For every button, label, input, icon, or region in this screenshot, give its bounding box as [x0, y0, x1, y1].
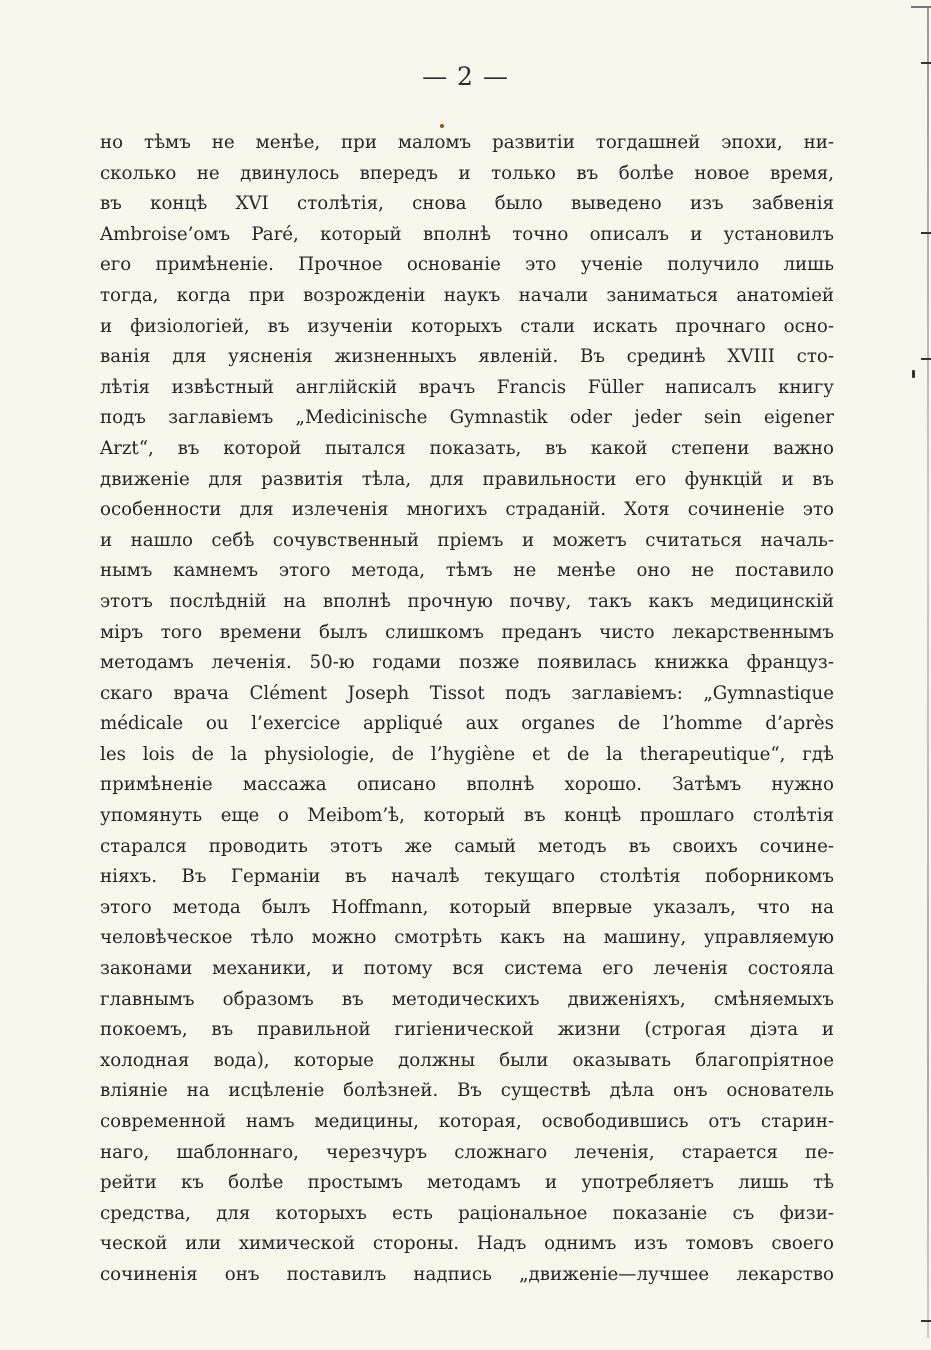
text-line: сколько не двинулось впередъ и только въ болѣе новое время, — [100, 162, 834, 184]
text-line: и физіологіей, въ изученіи которыхъ стали искать прочнаго осно- — [100, 315, 834, 337]
text-line: рейти къ болѣе простымъ методамъ и употребляетъ лишь тѣ — [100, 1172, 834, 1194]
text-line: les lois de la physiologie, de l’hygiène et de la therapeutique“, гдѣ — [100, 743, 834, 765]
text-line: вліяніе на исцѣленіе болѣзней. Въ существѣ дѣла онъ основатель — [100, 1080, 834, 1102]
scan-edge-tick — [921, 1320, 931, 1322]
text-line: примѣненіе массажа описано вполнѣ хорошо. Затѣмъ нужно — [100, 774, 834, 796]
text-line: холодная вода), которые должны были оказывать благопріятное — [100, 1049, 834, 1071]
text-line: сочиненія онъ поставилъ надпись „движеніе—лучшее лекарство — [100, 1263, 834, 1285]
text-line: упомянуть еще о Meibom’ѣ, который въ концѣ прошлаго столѣтія — [100, 805, 834, 827]
text-line: въ концѣ XVI столѣтія, снова было выведено изъ забвенія — [100, 193, 834, 215]
text-line: законами механики, и потому вся система его леченія состояла — [100, 958, 834, 980]
page-number: — 2 — — [422, 62, 509, 91]
text-line: человѣческое тѣло можно смотрѣть какъ на машину, управляемую — [100, 927, 834, 949]
text-line: методамъ леченія. 50-ю годами позже появилась книжка француз- — [100, 652, 834, 674]
text-line: его примѣненіе. Прочное основаніе это ученіе получило лишь — [100, 254, 834, 276]
text-line: тогда, когда при возрожденіи наукъ начали заниматься анатоміей — [100, 284, 834, 306]
text-line: главнымъ образомъ въ методическихъ движеніяхъ, смѣняемыхъ — [100, 988, 834, 1010]
text-line: ванія для уясненія жизненныхъ явленій. Въ срединѣ XVIII сто- — [100, 346, 834, 368]
text-line: средства, для которыхъ есть раціональное показаніе съ физи- — [100, 1202, 834, 1224]
text-line: этого метода былъ Hoffmann, который впервые указалъ, что на — [100, 896, 834, 918]
text-line: Ambroise’омъ Paré, который вполнѣ точно описалъ и установилъ — [100, 223, 834, 245]
text-line: міръ того времени былъ слишкомъ преданъ чисто лекарственнымъ — [100, 621, 834, 643]
text-line: Arzt“, въ которой пытался показать, въ какой степени важно — [100, 437, 834, 459]
text-line: ческой или химической стороны. Надъ однимъ изъ томовъ своего — [100, 1233, 834, 1255]
text-line: лѣтія извѣстный англійскій врачъ Francis Füller написалъ книгу — [100, 376, 834, 398]
text-line: ніяхъ. Въ Германіи въ началѣ текущаго столѣтія поборникомъ — [100, 866, 834, 888]
text-line: и нашло себѣ сочувственный пріемъ и можетъ считаться началь- — [100, 529, 834, 551]
text-line: покоемъ, въ правильной гигіенической жизни (строгая діэта и — [100, 1019, 834, 1041]
ink-speck — [912, 370, 915, 378]
text-line: современной намъ медицины, которая, освободившись отъ старин- — [100, 1111, 834, 1132]
text-line: старался проводить этотъ же самый методъ въ своихъ сочине- — [100, 835, 834, 857]
scan-edge-tick — [921, 358, 931, 360]
text-line: скаго врача Clément Joseph Tissot подъ заглавіемъ: „Gymnastique — [100, 682, 834, 704]
text-line: особенности для излеченія многихъ страданій. Хотя сочиненіе это — [100, 499, 834, 521]
text-line: но тѣмъ не менѣе, при маломъ развитіи тогдашней эпохи, ни- — [100, 132, 834, 153]
body-text — [100, 128, 834, 1291]
text-line: нымъ камнемъ этого метода, тѣмъ не менѣе оно не поставило — [100, 560, 834, 582]
text-line: движеніе для развитія тѣла, для правильности его функцій и въ — [100, 468, 834, 490]
text-line: наго, шаблоннаго, черезчуръ сложнаго леченія, старается пе- — [100, 1141, 834, 1163]
text-line: médicale ou l’exercice appliqué aux organes de l’homme d’après — [100, 713, 834, 735]
text-line: этотъ послѣдній на вполнѣ прочную почву, такъ какъ медицинскій — [100, 590, 834, 612]
text-line: подъ заглавіемъ „Medicinische Gymnastik oder jeder sein eigener — [100, 407, 834, 429]
scan-edge-right — [927, 8, 929, 1338]
scan-edge-tick — [921, 232, 931, 234]
